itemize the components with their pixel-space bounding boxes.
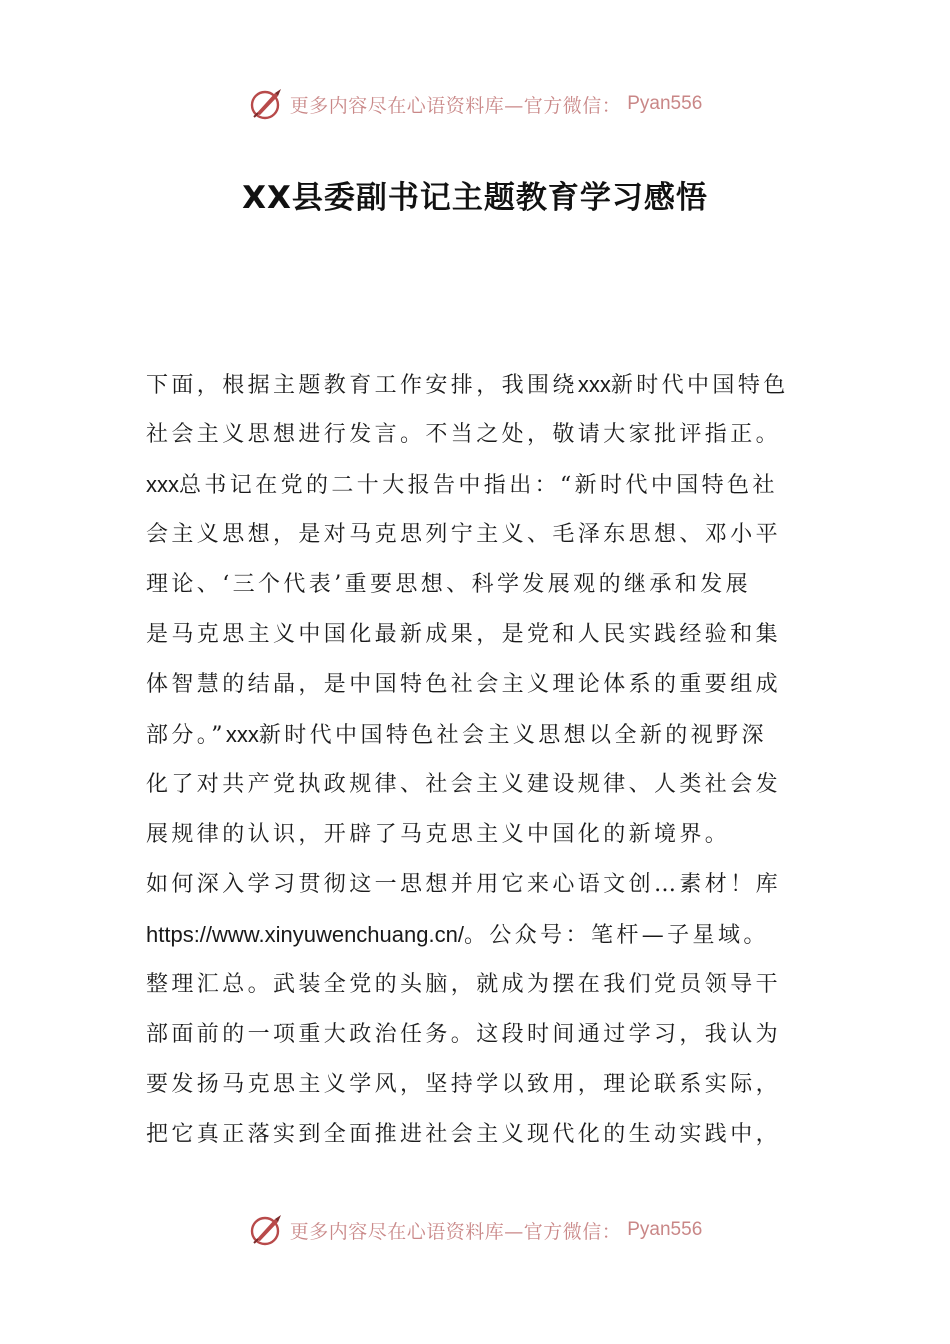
body-line: 是马克思主义中国化最新成果，是党和人民实践经验和集 (146, 622, 782, 647)
body-line: 理论、‘三个代表’重要思想、科学发展观的继承和发展 (146, 572, 751, 597)
body-line: 整理汇总。武装全党的头脑，就成为摆在我们党员领导干 (146, 972, 782, 997)
watermark-wechat-id: Pyan556 (627, 1219, 703, 1240)
watermark-wechat-id: Pyan556 (627, 93, 703, 114)
body-line: 如何深入学习贯彻这一思想并用它来心语文创…素材！库 (146, 872, 782, 897)
body-line: 会主义思想，是对马克思列宁主义、毛泽东思想、邓小平 (146, 522, 782, 547)
quill-logo-icon (248, 86, 284, 122)
body-line: xxx总书记在党的二十大报告中指出：“新时代中国特色社 (146, 472, 778, 498)
body-line: 部分。”xxx新时代中国特色社会主义思想以全新的视野深 (146, 722, 767, 748)
body-line: 下面，根据主题教育工作安排，我围绕xxx新时代中国特色 (146, 372, 789, 398)
body-line: 社会主义思想进行发言。不当之处，敬请大家批评指正。 (146, 422, 782, 447)
body-line-url: https://www.xinyuwenchuang.cn/。公众号：笔杆—子星域。 (146, 922, 769, 948)
header-watermark (0, 84, 950, 124)
watermark-text: 更多内容尽在心语资料库—官方微信： (289, 1220, 622, 1243)
quill-logo-icon (248, 1212, 284, 1248)
watermark-text: 更多内容尽在心语资料库—官方微信： (289, 94, 622, 117)
body-line: 化了对共产党执政规律、社会主义建设规律、人类社会发 (146, 772, 782, 797)
body-line: 把它真正落实到全面推进社会主义现代化的生动实践中， (146, 1122, 782, 1147)
website-url: https://www.xinyuwenchuang.cn/ (146, 922, 464, 947)
footer-watermark (0, 1210, 950, 1250)
document-body (146, 360, 808, 1160)
body-line: 体智慧的结晶，是中国特色社会主义理论体系的重要组成 (146, 672, 782, 697)
body-line: 部面前的一项重大政治任务。这段时间通过学习，我认为 (146, 1022, 782, 1047)
document-title: XX县委副书记主题教育学习感悟 (242, 180, 708, 216)
body-line: 展规律的认识，开辟了马克思主义中国化的新境界。 (146, 822, 731, 847)
body-line: 要发扬马克思主义学风，坚持学以致用，理论联系实际， (146, 1072, 782, 1097)
